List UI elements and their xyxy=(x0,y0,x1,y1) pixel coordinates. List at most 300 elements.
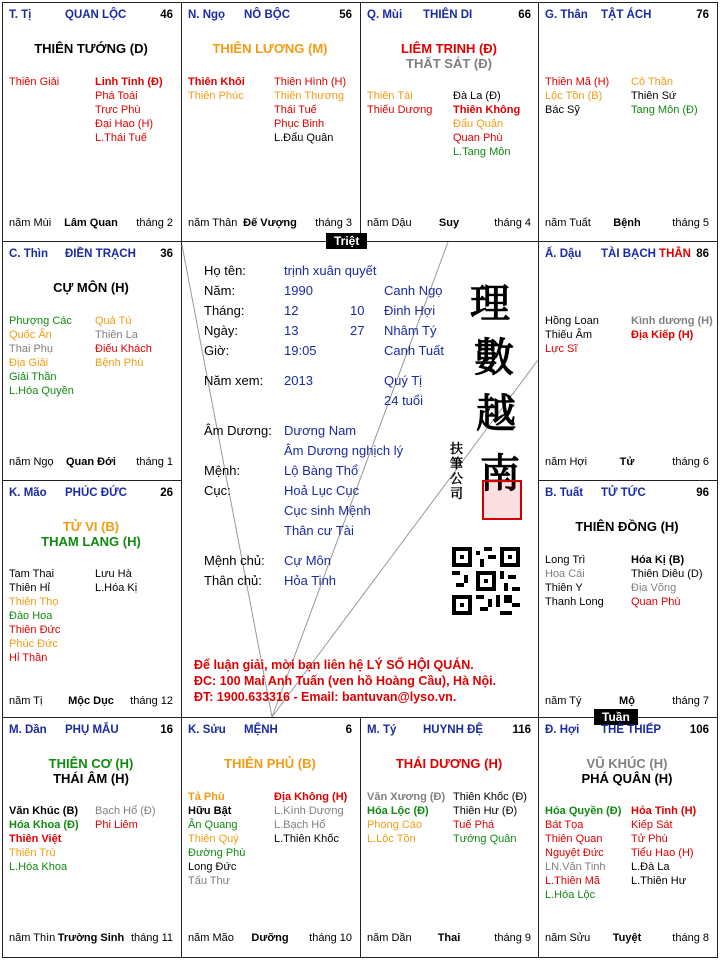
palace-name: HUYNH ĐỆ xyxy=(423,724,484,736)
star: L.Kình Dương xyxy=(274,805,344,817)
palace-hoi[interactable] xyxy=(539,718,715,954)
palace-stem: B. xyxy=(545,487,557,499)
main-star: THÁI DƯƠNG (H) xyxy=(395,756,503,771)
palace-year: năm Dậu xyxy=(367,217,412,229)
palace-year: năm Sửu xyxy=(545,932,591,944)
star: Thai Phụ xyxy=(9,343,54,355)
palace-year: năm Mão xyxy=(188,932,234,944)
star: Đà La (Đ) xyxy=(453,90,501,102)
palace-stem: M. xyxy=(9,724,22,736)
thanchu-label: Thân chủ: xyxy=(204,573,262,588)
minor-stars-left xyxy=(9,567,60,665)
main-star: VŨ KHÚC (H) xyxy=(586,756,668,771)
star: Thái Tuế xyxy=(274,104,317,116)
menh-value: Lộ Bàng Thổ xyxy=(284,463,359,478)
palace-month: tháng 12 xyxy=(130,695,173,707)
palace-stem: Ấ. xyxy=(545,248,557,260)
star: Thiên Sứ xyxy=(631,90,677,102)
star: Hóa Lộc (Đ) xyxy=(367,805,429,817)
palace-name: TÀI BẠCH xyxy=(601,248,656,260)
palace-age: 36 xyxy=(160,248,173,260)
star: Tuế Phá xyxy=(453,819,495,831)
star: Quốc Ấn xyxy=(9,329,52,341)
thanchu-value: Hỏa Tinh xyxy=(284,573,337,588)
palace-name: NÔ BỘC xyxy=(244,9,290,21)
minor-stars-left xyxy=(545,804,621,902)
amduong-value-2: Âm Dương nghịch lý xyxy=(284,443,404,458)
amduong-label: Âm Dương: xyxy=(204,423,272,438)
palace-branch: Mão xyxy=(23,487,47,499)
palace-branch: Ngọ xyxy=(202,9,226,21)
palace-year: năm Thân xyxy=(188,217,238,229)
palace-stage: Lâm Quan xyxy=(64,217,118,229)
tuan-marker: Tuần xyxy=(594,709,638,725)
logo-seal xyxy=(482,480,522,520)
star: Thiên Đức xyxy=(9,624,61,636)
minor-stars-left xyxy=(545,75,609,117)
cuc-value-3: Thân cư Tài xyxy=(284,523,354,538)
palace-header xyxy=(545,9,709,25)
palace-stem: M. xyxy=(367,724,380,736)
star: Phục Binh xyxy=(274,118,325,130)
star: Thiên Mã (H) xyxy=(545,76,610,88)
minor-stars-left xyxy=(545,314,599,356)
star: Thiên Thương xyxy=(274,90,345,102)
palace-branch: Dậu xyxy=(559,248,582,260)
palace-stem: Q. xyxy=(367,9,380,21)
star: L.Hóa Kị xyxy=(95,582,138,594)
name-value: trịnh xuân quyết xyxy=(284,263,377,278)
star: Phúc Đức xyxy=(9,638,58,650)
star: Tả Phù xyxy=(188,791,225,803)
palace-stem: K. xyxy=(188,724,200,736)
palace-age: 66 xyxy=(518,9,531,21)
contact-line-1: Để luận giải, mời bạn liên hệ LÝ SỐ HỘI QUÁN. xyxy=(194,658,474,672)
palace-year: năm Dần xyxy=(367,932,412,944)
star: Đẩu Quân xyxy=(453,118,504,130)
palace-month: tháng 6 xyxy=(672,456,709,468)
star: Bạch Hổ (Đ) xyxy=(95,805,156,817)
palace-footer xyxy=(545,932,709,946)
palace-ty[interactable] xyxy=(361,718,537,954)
palace-stem: C. xyxy=(9,248,21,260)
name-label: Họ tên: xyxy=(204,263,246,278)
minor-stars-right xyxy=(274,75,346,145)
star: Bát Tọa xyxy=(545,819,584,831)
star: L.Hóa Khoa xyxy=(9,861,68,873)
menhchu-value: Cự Môn xyxy=(284,553,331,568)
star: Thiên Diêu (D) xyxy=(631,568,703,580)
palace-footer xyxy=(367,217,531,231)
palace-stage: Dưỡng xyxy=(251,932,289,944)
month-lunar: 10 xyxy=(350,303,365,318)
main-star: CỰ MÔN (H) xyxy=(53,280,129,295)
star: Thiên Thọ xyxy=(9,596,59,608)
palace-branch: Dần xyxy=(24,724,47,736)
main-star: THIÊN TƯỚNG (D) xyxy=(34,41,148,56)
star: Địa Không (H) xyxy=(274,791,348,803)
palace-age: 46 xyxy=(160,9,173,21)
star: L.Hóa Quyền xyxy=(9,385,74,397)
star: Thiên Giải xyxy=(9,76,60,88)
palace-branch: Thìn xyxy=(23,248,48,260)
palace-age: 26 xyxy=(160,487,173,499)
palace-name: PHÚC ĐỨC xyxy=(65,487,127,499)
palace-month: tháng 9 xyxy=(494,932,531,944)
contact-line-2: ĐC: 100 Mai Anh Tuấn (ven hồ Hoàng Cầu), Hà Nội. xyxy=(194,674,497,688)
palace-footer xyxy=(9,695,173,709)
palace-month: tháng 2 xyxy=(136,217,173,229)
main-star: THIÊN PHỦ (B) xyxy=(224,756,316,771)
star: Thiếu Âm xyxy=(545,329,593,341)
star: L.Tang Môn xyxy=(453,146,511,158)
star: L.Thiên Khốc xyxy=(274,833,339,845)
palace-mao[interactable] xyxy=(3,481,179,717)
minor-stars-left xyxy=(367,790,445,846)
palace-age: 76 xyxy=(696,9,709,21)
palace-branch: Mùi xyxy=(382,9,403,21)
triet-marker: Triệt xyxy=(326,233,367,249)
star: Đào Hoa xyxy=(9,610,53,622)
star: Hoa Cái xyxy=(545,568,585,580)
star: Quan Phù xyxy=(453,132,503,144)
star: Phá Toái xyxy=(95,90,138,102)
star: Lộc Tồn (B) xyxy=(545,90,603,102)
minor-stars-left xyxy=(9,804,79,874)
palace-stage: Tuyệt xyxy=(612,932,642,944)
minor-stars-left xyxy=(9,314,74,398)
palace-name: ĐIỀN TRẠCH xyxy=(65,248,136,260)
view-year-label: Năm xem: xyxy=(204,373,264,388)
cuc-value-2: Cục sinh Mệnh xyxy=(284,503,371,518)
main-star: LIÊM TRINH (Đ) xyxy=(400,41,498,56)
hour-value: 19:05 xyxy=(284,343,317,358)
star: Thiên Không xyxy=(453,104,521,116)
star: Nguyệt Đức xyxy=(545,847,604,859)
palace-footer xyxy=(367,932,531,946)
month-value: 12 xyxy=(284,303,299,318)
menhchu-label: Mệnh chủ: xyxy=(204,553,265,568)
minor-stars-left xyxy=(188,790,245,888)
palace-stage: Suy xyxy=(438,217,460,229)
star: L.Thái Tuế xyxy=(95,132,147,144)
star: Thiên Quan xyxy=(545,833,603,845)
menh-label: Mệnh: xyxy=(204,463,241,478)
star: Thiên Y xyxy=(545,582,583,594)
star: Hóa Kị (B) xyxy=(631,554,685,566)
palace-year: năm Tị xyxy=(9,695,43,707)
palace-footer xyxy=(545,217,709,231)
star: Thiên Quý xyxy=(188,833,239,845)
palace-footer xyxy=(545,456,709,470)
month-label: Tháng: xyxy=(204,303,245,318)
logo-side-text: 扶筆公司 xyxy=(450,442,464,502)
palace-header xyxy=(367,724,531,740)
view-year-canchi: Quý Tị xyxy=(384,373,423,388)
star: Hữu Bật xyxy=(188,805,232,817)
contact-phone-email[interactable]: ĐT: 1900.633316 - Email: bantuvan@lyso.vn. xyxy=(194,690,457,704)
star: L.Lộc Tồn xyxy=(367,833,416,845)
star: Linh Tinh (Đ) xyxy=(95,76,163,88)
star: L.Bạch Hổ xyxy=(274,819,326,831)
palace-header xyxy=(9,487,173,503)
palace-age: 96 xyxy=(696,487,709,499)
logo-char-4: 南 xyxy=(480,450,520,497)
palace-month: tháng 10 xyxy=(309,932,352,944)
palace-name: TẬT ÁCH xyxy=(601,9,652,21)
star: Thanh Long xyxy=(545,596,604,608)
star: Đường Phù xyxy=(188,847,246,859)
star: Ân Quang xyxy=(188,819,238,831)
palace-stage: Tử xyxy=(619,456,635,468)
star: Thiên Phúc xyxy=(188,90,244,102)
star: Hóa Quyền (Đ) xyxy=(545,805,622,817)
palace-stage: Trường Sinh xyxy=(57,932,125,944)
palace-stage: Đế Vượng xyxy=(243,217,297,229)
palace-header xyxy=(9,9,173,25)
star: L.Hóa Lộc xyxy=(545,889,596,901)
star: Thiên Hình (H) xyxy=(274,76,347,88)
than-marker: THÂN xyxy=(659,248,691,260)
star: Hóa Khoa (Đ) xyxy=(9,819,79,831)
palace-header xyxy=(9,724,173,740)
star: Thiên Hỉ xyxy=(9,582,50,594)
palace-header xyxy=(9,248,173,264)
palace-dan[interactable] xyxy=(3,718,179,954)
palace-header xyxy=(545,487,709,503)
minor-stars-left xyxy=(9,75,59,89)
palace-header xyxy=(188,724,352,740)
star: Kình dương (H) xyxy=(631,315,713,327)
palace-name: PHỤ MẪU xyxy=(65,724,119,736)
star: Phong Cáo xyxy=(367,819,423,831)
minor-stars-right xyxy=(453,89,520,159)
palace-than[interactable] xyxy=(539,3,715,239)
cuc-label: Cục: xyxy=(204,483,231,498)
star: Địa Kiếp (H) xyxy=(631,329,694,341)
palace-header xyxy=(188,9,352,25)
star: Bác Sỹ xyxy=(545,104,580,116)
palace-month: tháng 8 xyxy=(672,932,709,944)
logo-char-2: 數 xyxy=(474,334,514,381)
star: Lực Sĩ xyxy=(545,343,578,355)
star: Đại Hao (H) xyxy=(95,118,154,130)
year-value: 1990 xyxy=(284,283,313,298)
star: Cô Thần xyxy=(631,76,673,88)
star: Thiên La xyxy=(95,329,138,341)
star: Tam Thai xyxy=(9,568,55,580)
star: L.Thiên Mã xyxy=(545,875,601,887)
age-value: 24 tuổi xyxy=(384,393,424,408)
minor-stars-right xyxy=(95,804,156,832)
minor-stars-right xyxy=(95,75,163,145)
day-value: 13 xyxy=(284,323,299,338)
palace-year: năm Thìn xyxy=(9,932,56,944)
palace-month: tháng 3 xyxy=(315,217,352,229)
palace-age: 116 xyxy=(512,724,531,736)
star: Tấu Thư xyxy=(188,875,231,887)
star: Quan Phù xyxy=(631,596,681,608)
minor-stars-right xyxy=(453,790,527,846)
star: LN.Văn Tinh xyxy=(545,861,606,873)
palace-month: tháng 1 xyxy=(136,456,173,468)
star: Địa Giải xyxy=(9,357,49,369)
minor-stars-right xyxy=(631,804,696,888)
palace-tuat[interactable] xyxy=(539,481,715,717)
palace-stem: T. xyxy=(9,9,18,21)
palace-thin[interactable] xyxy=(3,242,179,478)
star: Phượng Các xyxy=(9,315,72,327)
palace-age: 6 xyxy=(345,724,352,736)
palace-ngo[interactable] xyxy=(182,3,358,239)
star: Lưu Hà xyxy=(95,568,132,580)
view-year-value: 2013 xyxy=(284,373,313,388)
logo-char-3: 越 xyxy=(476,390,516,437)
minor-stars-left xyxy=(367,89,432,117)
palace-branch: Hợi xyxy=(559,724,580,736)
star: Trực Phù xyxy=(95,104,141,116)
star: Hỉ Thần xyxy=(9,652,48,664)
day-lunar: 27 xyxy=(350,323,365,338)
palace-footer xyxy=(9,217,173,231)
palace-age: 106 xyxy=(689,724,709,736)
main-star: TỬ VI (B) xyxy=(62,519,120,534)
palace-year: năm Ngọ xyxy=(9,456,54,468)
star: Giải Thần xyxy=(9,371,57,383)
palace-footer xyxy=(9,932,173,946)
palace-branch: Sửu xyxy=(202,724,226,736)
palace-month: tháng 5 xyxy=(672,217,709,229)
star: L.Thiên Hư xyxy=(631,875,687,887)
star: Địa Võng xyxy=(631,582,677,594)
star: Tướng Quân xyxy=(453,833,517,845)
main-star: THÁI ÂM (H) xyxy=(53,771,129,786)
palace-age: 56 xyxy=(339,9,352,21)
palace-branch: Tý xyxy=(382,724,397,736)
main-star: THIÊN CƠ (H) xyxy=(48,756,134,771)
palace-ti[interactable] xyxy=(3,3,179,239)
palace-age: 86 xyxy=(696,248,709,260)
day-label: Ngày: xyxy=(204,323,238,338)
minor-stars-right xyxy=(631,553,703,609)
palace-stem: N. xyxy=(188,9,200,21)
main-star: PHÁ QUÂN (H) xyxy=(581,771,673,786)
star: Thiên Khốc (Đ) xyxy=(453,791,527,803)
palace-year: năm Tuất xyxy=(545,217,591,229)
qr-code-icon xyxy=(452,547,520,615)
palace-mui[interactable] xyxy=(361,3,537,239)
palace-age: 16 xyxy=(160,724,173,736)
star: Văn Khúc (B) xyxy=(9,805,79,817)
palace-name: QUAN LỘC xyxy=(65,9,127,21)
star: L.Đẩu Quân xyxy=(274,132,334,144)
minor-stars-left xyxy=(545,553,604,609)
day-canchi: Nhâm Tý xyxy=(384,323,437,338)
star: Thiếu Dương xyxy=(367,104,433,116)
hour-label: Giờ: xyxy=(204,343,230,358)
star: Long Đức xyxy=(188,861,237,873)
star: Điếu Khách xyxy=(95,343,152,355)
palace-stage: Bệnh xyxy=(613,217,641,229)
palace-stem: Đ. xyxy=(545,724,557,736)
star: Kiếp Sát xyxy=(631,819,673,831)
palace-footer xyxy=(9,456,173,470)
palace-month: tháng 4 xyxy=(494,217,531,229)
palace-stage: Quan Đới xyxy=(66,456,116,468)
hour-canchi: Canh Tuất xyxy=(384,343,444,358)
star: Tang Môn (Đ) xyxy=(631,104,698,116)
palace-name: THIÊN DI xyxy=(423,9,473,21)
star: Phi Liêm xyxy=(95,819,138,831)
main-star: THAM LANG (H) xyxy=(41,534,141,549)
minor-stars-right xyxy=(95,567,137,595)
main-star: THIÊN ĐỒNG (H) xyxy=(575,519,679,534)
year-label: Năm: xyxy=(204,283,236,298)
minor-stars-right xyxy=(631,314,713,342)
palace-name: THÊ THIẾP xyxy=(601,724,662,736)
star: Tiểu Hao (H) xyxy=(631,847,694,859)
star: L.Đà La xyxy=(631,861,670,873)
minor-stars-right xyxy=(631,75,698,117)
minor-stars-right xyxy=(95,314,152,370)
palace-branch: Tuất xyxy=(559,487,584,499)
palace-suu[interactable] xyxy=(182,718,358,954)
palace-header xyxy=(367,9,531,25)
palace-stage: Mộ xyxy=(619,695,635,707)
palace-branch: Thân xyxy=(560,9,588,21)
star: Thiên Việt xyxy=(9,833,62,845)
palace-stem: K. xyxy=(9,487,21,499)
logo-char-1: 理 xyxy=(470,280,510,327)
palace-header xyxy=(545,724,709,740)
center-info xyxy=(182,242,538,716)
palace-stage: Thai xyxy=(437,932,461,944)
palace-footer xyxy=(188,217,352,231)
cuc-value: Hoả Lục Cục xyxy=(284,483,360,498)
star: Thiên Khôi xyxy=(188,76,245,88)
palace-month: tháng 11 xyxy=(130,932,173,944)
star: Thiên Trù xyxy=(9,847,56,859)
month-canchi: Đinh Hợi xyxy=(384,303,436,318)
palace-footer xyxy=(545,695,709,709)
palace-dau[interactable] xyxy=(539,242,715,478)
minor-stars-right xyxy=(274,790,347,846)
star: Thiên Tài xyxy=(367,90,413,102)
palace-header xyxy=(545,248,709,264)
palace-stage: Mộc Dục xyxy=(68,695,114,707)
palace-year: năm Tý xyxy=(545,695,582,707)
star: Bệnh Phù xyxy=(95,357,144,369)
palace-footer xyxy=(188,932,352,946)
star: Văn Xương (Đ) xyxy=(367,791,446,803)
amduong-value: Dương Nam xyxy=(284,423,357,438)
palace-month: tháng 7 xyxy=(672,695,709,707)
star: Hỏa Tinh (H) xyxy=(631,805,697,817)
palace-name: MỆNH xyxy=(244,724,278,736)
minor-stars-left xyxy=(188,75,245,103)
star: Quả Tú xyxy=(95,315,132,327)
main-star: THẤT SÁT (Đ) xyxy=(406,56,492,71)
star: Long Trì xyxy=(545,554,586,566)
palace-branch: Tị xyxy=(21,9,32,21)
main-star: THIÊN LƯƠNG (M) xyxy=(212,41,328,56)
palace-stem: G. xyxy=(545,9,558,21)
palace-name: TỬ TỨC xyxy=(601,487,646,499)
star: Thiên Hư (Đ) xyxy=(453,805,518,817)
palace-year: năm Hợi xyxy=(545,456,588,468)
star: Hồng Loan xyxy=(545,315,599,327)
palace-year: năm Mùi xyxy=(9,217,52,229)
